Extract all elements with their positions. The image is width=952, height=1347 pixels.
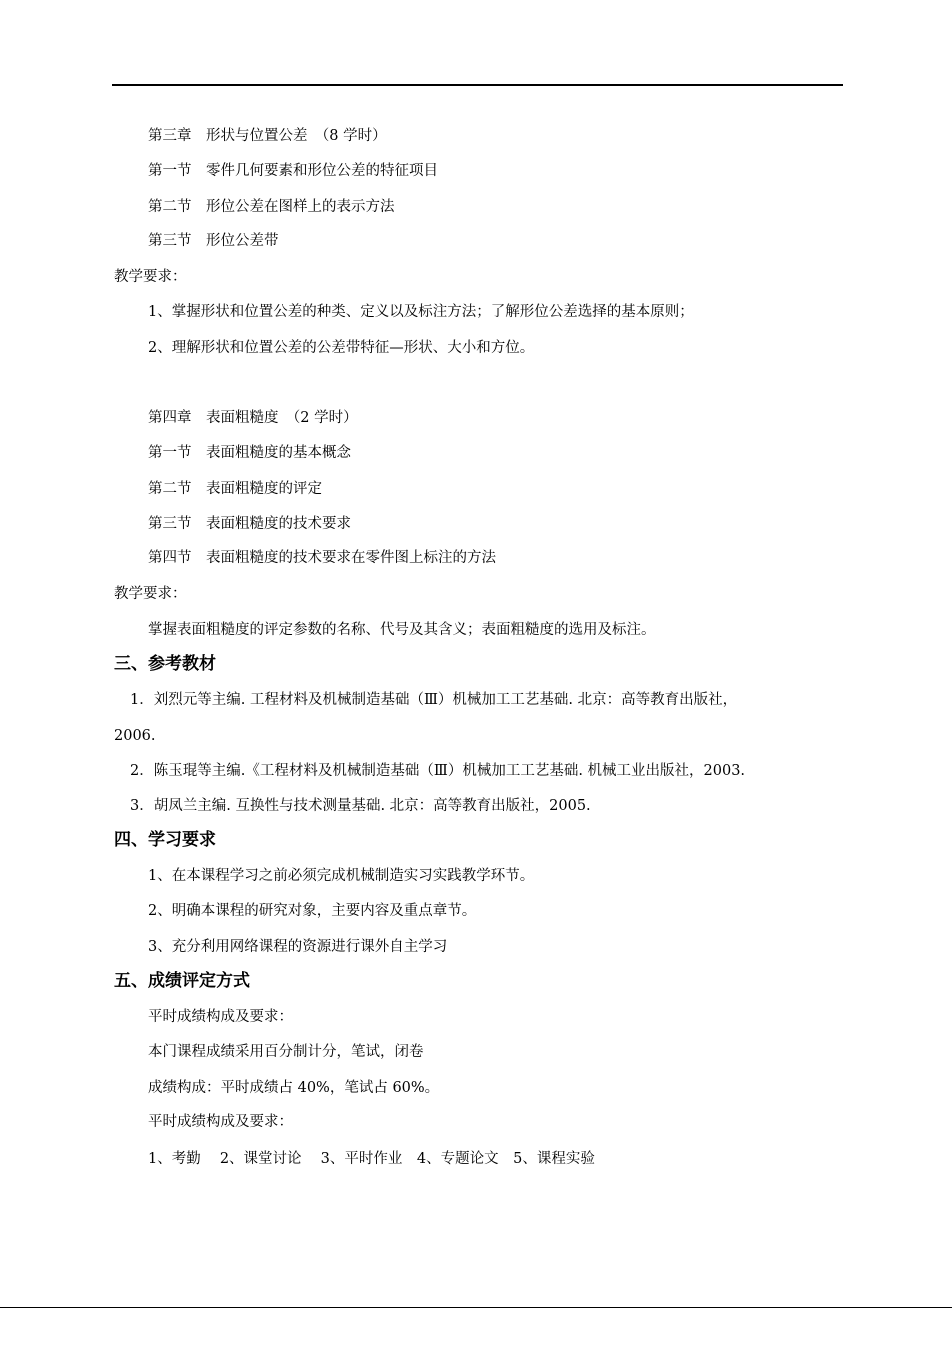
chapter4-section-2: 第二节 表面粗糙度的评定 [148,481,322,497]
chapter4-section-1: 第一节 表面粗糙度的基本概念 [148,445,351,461]
grading-line-2: 本门课程成绩采用百分制计分，笔试，闭卷 [148,1044,424,1060]
chapter3-requirement-1: 1、掌握形状和位置公差的种类、定义以及标注方法；了解形位公差选择的基本原则； [148,304,694,320]
study-item-1: 1、在本课程学习之前必须完成机械制造实习实践教学环节。 [148,868,535,884]
grading-line-4: 平时成绩构成及要求： [148,1114,293,1130]
chapter3-title: 第三章 形状与位置公差 （8 学时） [148,128,387,144]
reference-1: 1．刘烈元等主编. 工程材料及机械制造基础（Ⅲ）机械加工工艺基础. 北京：高等教育出版社， [130,692,738,708]
chapter3-requirement-2: 2、理解形状和位置公差的公差带特征—形状、大小和方位。 [148,340,535,356]
grading-heading: 五、成绩评定方式 [114,971,250,991]
study-item-3: 3、充分利用网络课程的资源进行课外自主学习 [148,939,448,955]
study-heading: 四、学习要求 [114,830,216,850]
grading-line-5: 1、考勤 2、课堂讨论 3、平时作业 4、专题论文 5、课程实验 [148,1151,595,1167]
reference-2: 2．陈玉琨等主编.《工程材料及机械制造基础（Ⅲ）机械加工工艺基础. 机械工业出版社，2003. [130,763,746,779]
chapter3-section-3: 第三节 形位公差带 [148,233,279,249]
references-heading: 三、参考教材 [114,654,216,674]
chapter4-section-3: 第三节 表面粗糙度的技术要求 [148,516,351,532]
grading-line-3: 成绩构成：平时成绩占 40%，笔试占 60%。 [148,1080,440,1096]
chapter4-requirement: 掌握表面粗糙度的评定参数的名称、代号及其含义；表面粗糙度的选用及标注。 [148,622,656,638]
chapter3-section-2: 第二节 形位公差在图样上的表示方法 [148,199,395,215]
chapter4-req-label: 教学要求： [114,586,187,602]
study-item-2: 2、明确本课程的研究对象，主要内容及重点章节。 [148,903,477,919]
chapter4-section-4: 第四节 表面粗糙度的技术要求在零件图上标注的方法 [148,550,496,566]
grading-line-1: 平时成绩构成及要求： [148,1009,293,1025]
header-rule [112,84,843,86]
reference-1-year: 2006. [114,728,156,744]
footer-rule [0,1307,952,1308]
chapter3-req-label: 教学要求： [114,269,187,285]
chapter3-section-1: 第一节 零件几何要素和形位公差的特征项目 [148,163,438,179]
reference-3: 3．胡凤兰主编. 互换性与技术测量基础. 北京：高等教育出版社，2005. [130,798,591,814]
chapter4-title: 第四章 表面粗糙度 （2 学时） [148,410,358,426]
